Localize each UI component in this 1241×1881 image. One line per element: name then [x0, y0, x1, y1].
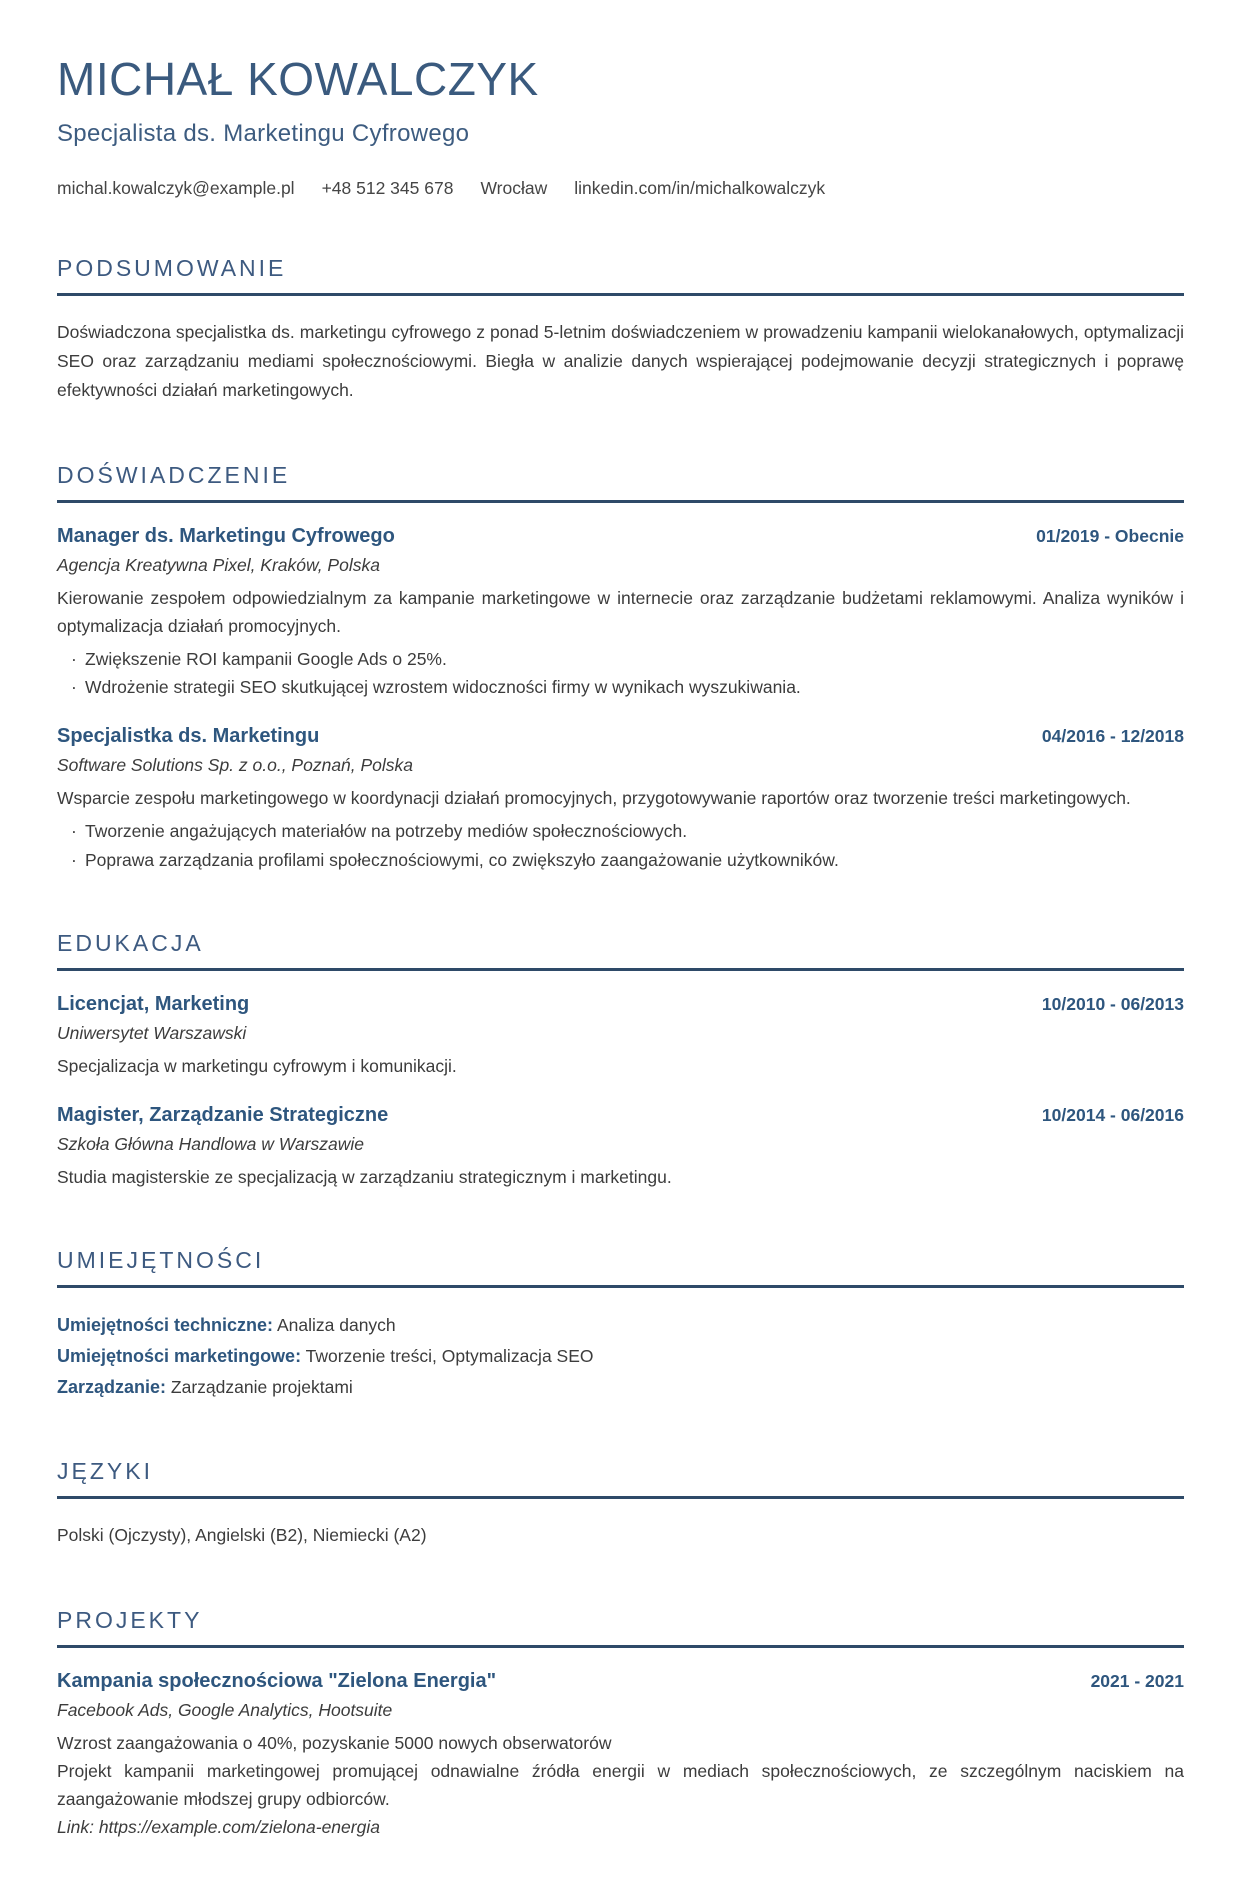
project-entry	[57, 1670, 1184, 1841]
school-name: Szkoła Główna Handlowa w Warszawie	[57, 1134, 365, 1155]
contact-phone: +48 512 345 678	[321, 177, 454, 198]
skills-heading: UMIEJĘTNOŚCI	[57, 1247, 265, 1274]
education-entry	[57, 1104, 1184, 1191]
languages-text: Polski (Ojczysty), Angielski (B2), Niemiecki (A2)	[57, 1525, 427, 1546]
job-dates: 01/2019 - Obecnie	[1036, 525, 1184, 546]
job-description: Kierowanie zespołem odpowiedzialnym za kampanie marketingowe w internecie oraz zarządzanie budżetami reklamowymi. Analiza wyników i optymalizacja działań promocyjnych.	[57, 587, 1184, 636]
projects-heading: PROJEKTY	[57, 1606, 203, 1633]
job-dates: 04/2016 - 12/2018	[1041, 726, 1184, 747]
project-title: Kampania społecznościowa "Zielona Energia"	[57, 1669, 497, 1692]
school-name: Uniwersytet Warszawski	[57, 1023, 247, 1044]
section-skills	[57, 1247, 1184, 1402]
section-languages	[57, 1458, 1184, 1550]
project-description: Projekt kampanii marketingowej promującej odnawialne źródła energii w mediach społecznościowych, ze szczególnym naciskiem na zaangażowanie młodszej grupy odbiorców.	[57, 1760, 1184, 1809]
degree-details: Specjalizacja w marketingu cyfrowym i komunikacji.	[57, 1056, 457, 1077]
section-projects	[57, 1607, 1184, 1841]
skill-row	[57, 1372, 1184, 1403]
section-summary	[57, 255, 1184, 406]
education-heading: EDUKACJA	[57, 930, 204, 957]
section-divider	[57, 968, 1184, 971]
degree-details: Studia magisterskie ze specjalizacją w zarządzaniu strategicznym i marketingu.	[57, 1167, 672, 1188]
contact-email: michal.kowalczyk@example.pl	[57, 177, 295, 198]
section-divider	[57, 1285, 1184, 1288]
contact-linkedin: linkedin.com/in/michalkowalczyk	[574, 177, 826, 198]
skill-row	[57, 1341, 1184, 1372]
job-description: Wsparcie zespołu marketingowego w koordynacji działań promocyjnych, przygotowywanie raportów oraz tworzenie treści marketingowych.	[57, 788, 1131, 809]
section-divider	[57, 1496, 1184, 1499]
job-bullet: · Wdrożenie strategii SEO skutkującej wzrostem widoczności firmy w wynikach wyszukiwania.	[57, 673, 1184, 701]
job-bullet-list	[57, 817, 1184, 874]
summary-text: Doświadczona specjalistka ds. marketingu cyfrowego z ponad 5-letnim doświadczeniem w prowadzeniu kampanii wielokanałowych, optymalizacji SEO oraz zarządzaniu mediami społecznościowymi. Biegła w analizie danych wspierającej podejmowanie decyzji strategicznych i poprawę efektywności działań marketingowych.	[57, 321, 1184, 401]
section-divider	[57, 293, 1184, 296]
job-bullet: · Zwiększenie ROI kampanii Google Ads o 25%.	[57, 645, 1184, 673]
job-bullet: · Tworzenie angażujących materiałów na potrzeby mediów społecznościowych.	[57, 817, 1184, 845]
experience-heading: DOŚWIADCZENIE	[57, 461, 291, 488]
section-divider	[57, 1645, 1184, 1648]
job-company: Agencja Kreatywna Pixel, Kraków, Polska	[57, 554, 380, 575]
skill-category-label: Zarządzanie:	[57, 1376, 167, 1397]
languages-heading: JĘZYKI	[57, 1458, 153, 1485]
experience-entry	[57, 725, 1184, 874]
project-dates: 2021 - 2021	[1090, 1670, 1184, 1691]
skill-values: Tworzenie treści, Optymalizacja SEO	[305, 1345, 594, 1366]
summary-heading: PODSUMOWANIE	[57, 254, 287, 281]
project-tools: Facebook Ads, Google Analytics, Hootsuite	[57, 1699, 393, 1720]
degree-dates: 10/2014 - 06/2016	[1041, 1105, 1184, 1126]
experience-entry	[57, 525, 1184, 702]
section-experience	[57, 462, 1184, 874]
job-bullet-list	[57, 645, 1184, 702]
job-title: Specjalistka ds. Marketingu	[57, 725, 320, 748]
contact-location: Wrocław	[480, 177, 548, 198]
resume-header	[57, 54, 1184, 199]
section-education	[57, 930, 1184, 1191]
section-divider	[57, 500, 1184, 503]
project-result: Wzrost zaangażowania o 40%, pozyskanie 5000 nowych obserwatorów	[57, 1732, 612, 1753]
job-bullet: · Poprawa zarządzania profilami społecznościowymi, co zwiększyło zaangażowanie użytkowników.	[57, 846, 1184, 874]
project-link: Link: https://example.com/zielona-energia	[57, 1816, 380, 1837]
degree-title: Licencjat, Marketing	[57, 993, 250, 1016]
degree-title: Magister, Zarządzanie Strategiczne	[57, 1104, 389, 1127]
degree-dates: 10/2010 - 06/2013	[1041, 994, 1184, 1015]
skill-category-label: Umiejętności techniczne:	[57, 1315, 274, 1336]
candidate-name: MICHAŁ KOWALCZYK	[57, 53, 539, 105]
candidate-headline: Specjalista ds. Marketingu Cyfrowego	[57, 119, 470, 147]
contact-row	[57, 178, 1184, 199]
job-title: Manager ds. Marketingu Cyfrowego	[57, 524, 395, 547]
skill-values: Analiza danych	[276, 1315, 396, 1336]
skill-values: Zarządzanie projektami	[170, 1376, 353, 1397]
skill-category-label: Umiejętności marketingowe:	[57, 1345, 302, 1366]
education-entry	[57, 993, 1184, 1080]
skill-row	[57, 1310, 1184, 1341]
job-company: Software Solutions Sp. z o.o., Poznań, Polska	[57, 755, 414, 776]
